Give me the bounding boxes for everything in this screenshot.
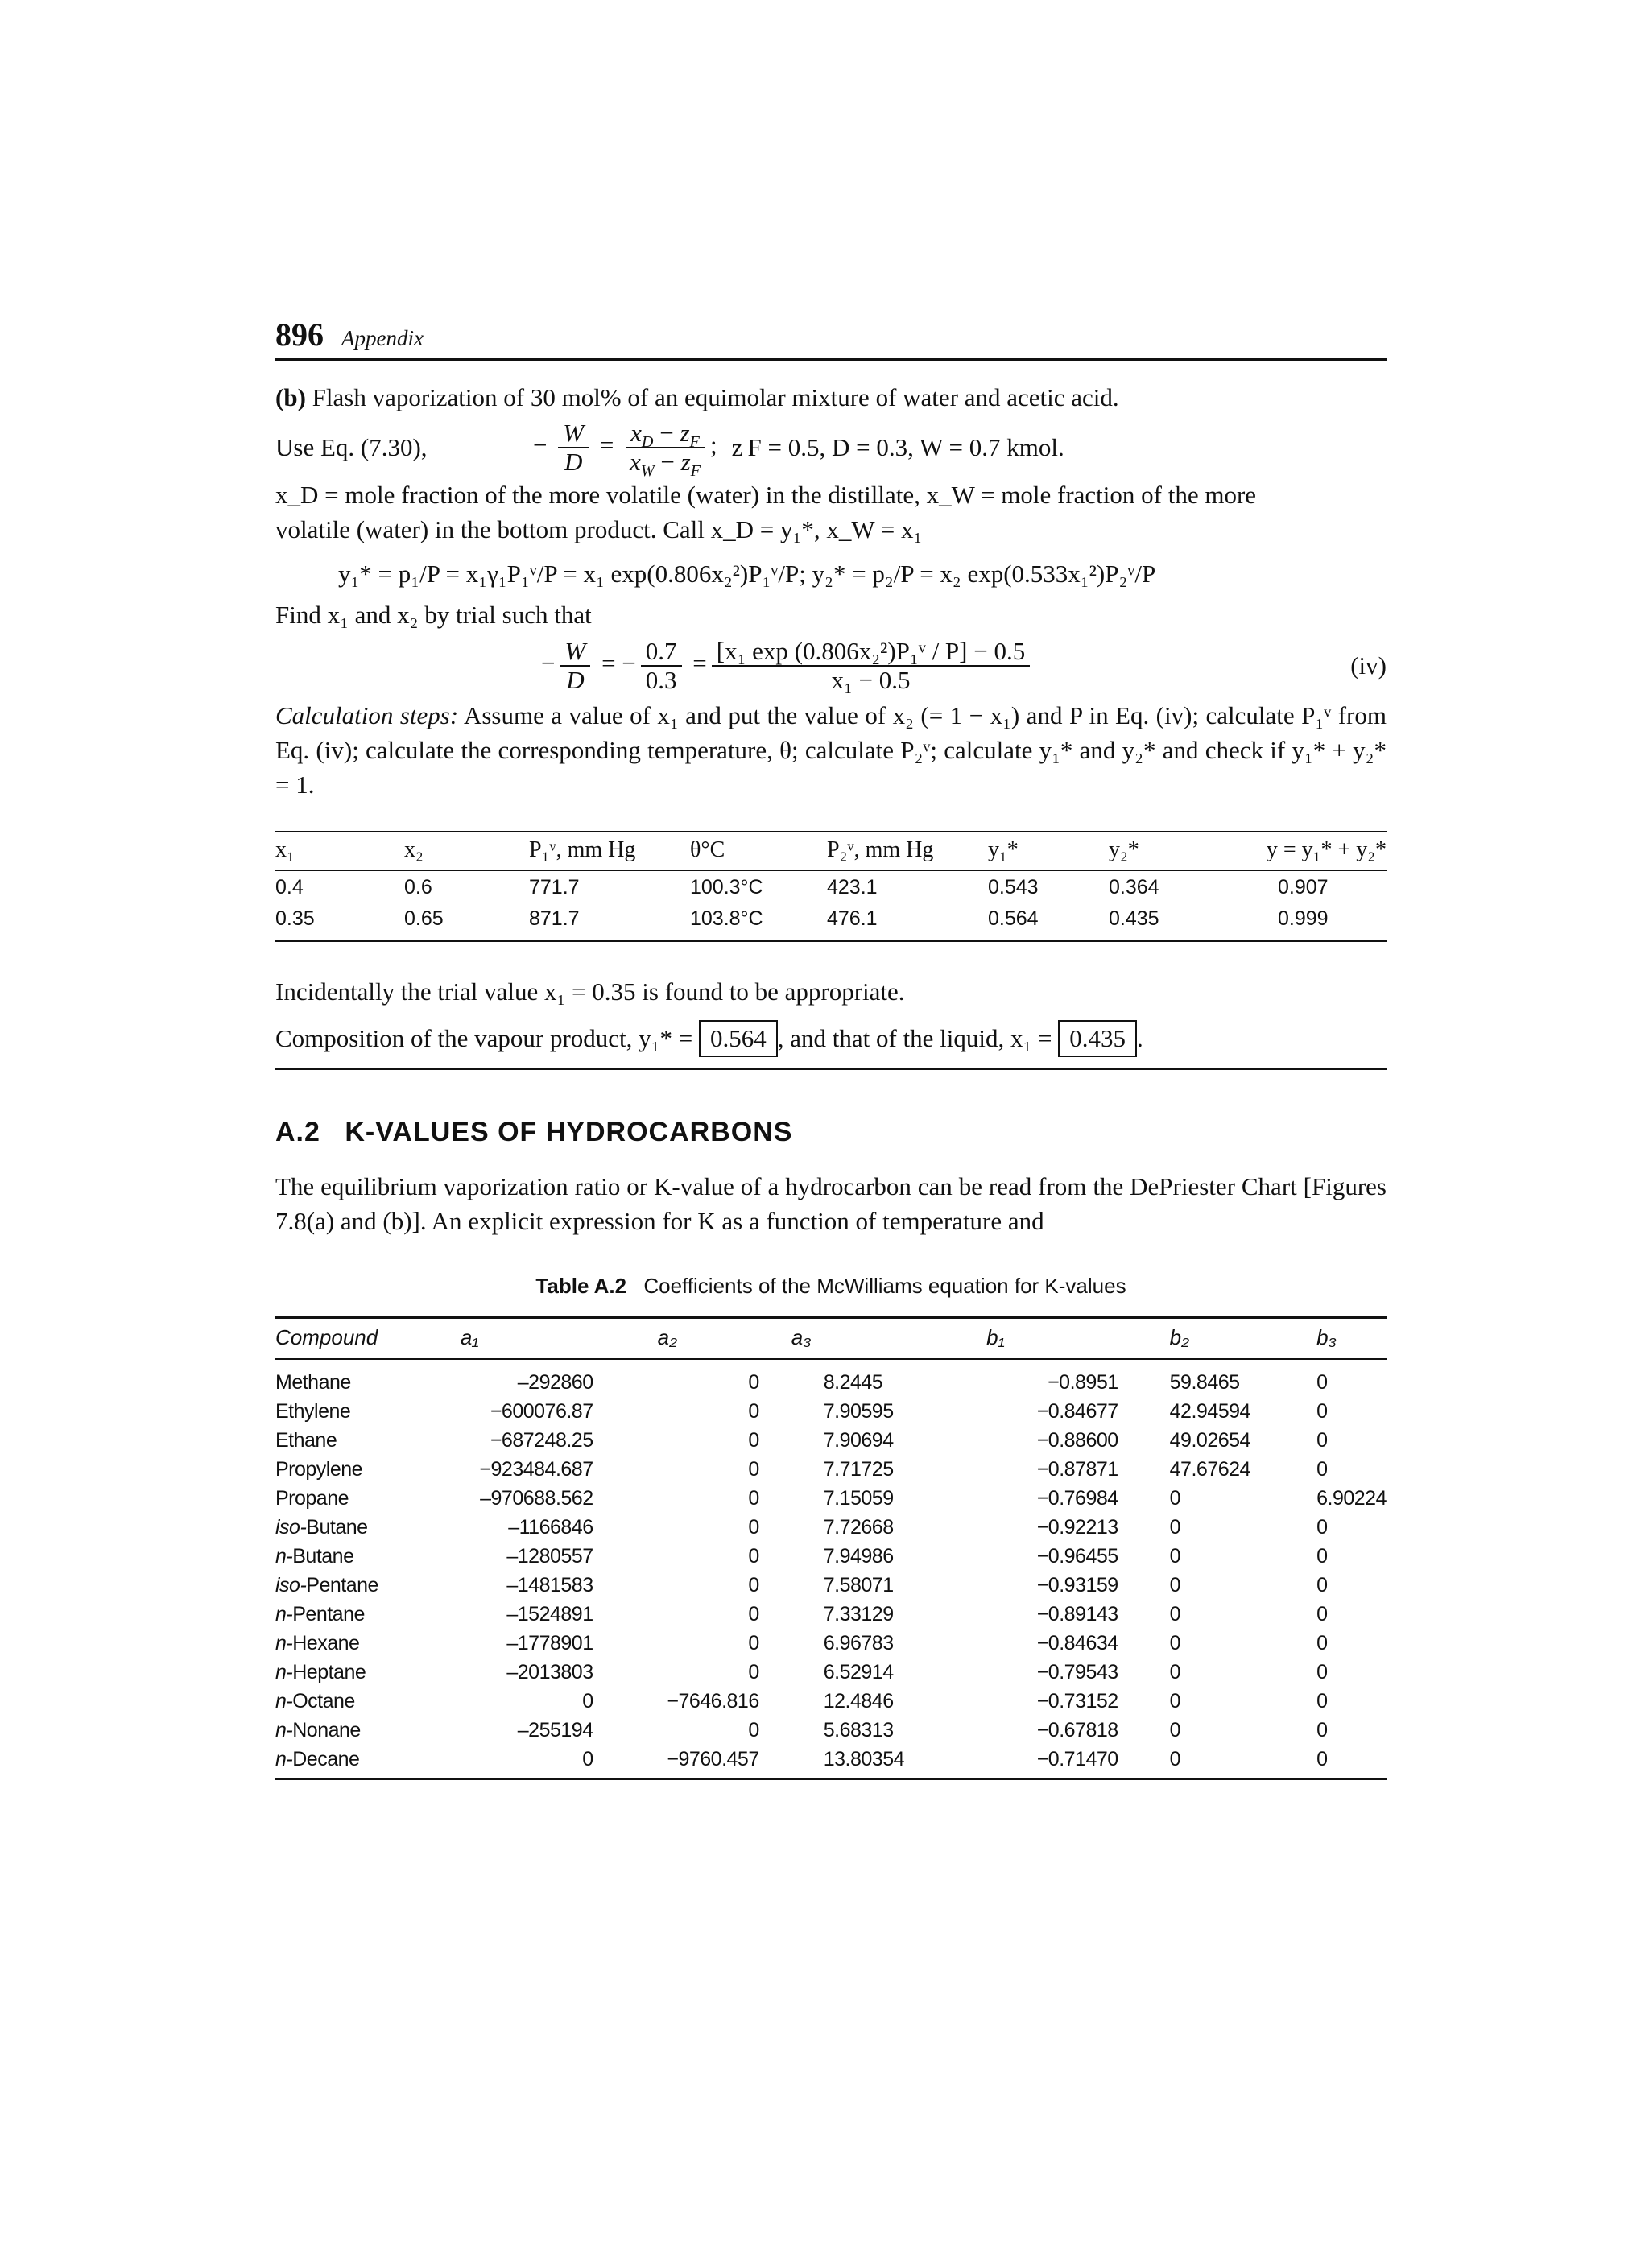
- table-cell: 0: [1316, 1429, 1328, 1452]
- table-row: [275, 1427, 1387, 1456]
- table-cell: 49.02654: [1169, 1429, 1250, 1452]
- table-cell: 0: [1316, 1458, 1328, 1481]
- table-cell: −0.84634: [1036, 1632, 1118, 1655]
- table-row: [275, 1630, 1387, 1659]
- table-cell: −0.76984: [1036, 1487, 1118, 1510]
- col-y2: y₂*: [1109, 832, 1230, 870]
- table-cell: 8.2445: [823, 1371, 883, 1394]
- table-cell: 100.3°C: [690, 876, 763, 899]
- table-row: [275, 1398, 1387, 1427]
- table-row: [275, 1514, 1387, 1543]
- definition-line-1: x_D = mole fraction of the more volatile (water) in the distillate, x_W = mole fraction of the more: [275, 481, 1257, 509]
- col-a2: a₂: [642, 1318, 791, 1360]
- table-cell: −0.88600: [1036, 1429, 1118, 1452]
- page: [275, 316, 1387, 1780]
- table-cell: −9760.457: [642, 1745, 791, 1779]
- page-header: [275, 316, 1387, 361]
- table-cell: 0: [1169, 1661, 1181, 1683]
- table-cell: 0: [1316, 1661, 1328, 1683]
- composition-end: .: [1137, 1024, 1143, 1052]
- compound-name: n-Heptane: [275, 1661, 366, 1683]
- table-cell: –970688.562: [480, 1487, 593, 1510]
- table-row: [275, 1485, 1387, 1514]
- table-cell: 6.52914: [823, 1661, 894, 1683]
- composition-middle: , and that of the liquid, x₁ =: [777, 1024, 1052, 1052]
- table-cell: −687248.25: [490, 1429, 593, 1452]
- col-b2: b₂: [1138, 1318, 1300, 1360]
- table-cell: 0: [748, 1603, 759, 1626]
- table-cell: 0: [748, 1371, 759, 1394]
- compound-name: n-Octane: [275, 1690, 355, 1712]
- table-cell: 0: [1169, 1603, 1181, 1626]
- compound-name: Propylene: [275, 1458, 363, 1481]
- table-cell: 59.8465: [1169, 1371, 1240, 1394]
- table-cell: 0.564: [988, 903, 1109, 941]
- compound-name: Ethane: [275, 1429, 337, 1452]
- table-cell: 47.67624: [1169, 1458, 1250, 1481]
- table-cell: 0.364: [1109, 876, 1159, 899]
- table-cell: 7.94986: [823, 1545, 894, 1568]
- compound-name: Ethylene: [275, 1400, 351, 1423]
- table-cell: 0: [1316, 1690, 1328, 1712]
- table-cell: 0: [1169, 1690, 1181, 1712]
- table-cell: −0.87871: [1036, 1458, 1118, 1481]
- table-cell: 5.68313: [823, 1719, 894, 1741]
- section-heading: [275, 1117, 1387, 1148]
- table-cell: −0.71470: [954, 1745, 1138, 1779]
- incidental-text: Incidentally the trial value x₁ = 0.35 is found to be appropriate.: [275, 977, 905, 1006]
- eq-iv-left: − $\frac{W}{D}$ = − $\frac{0.7}{0.3}$ =: [541, 637, 707, 694]
- part-b-title-line: [275, 380, 1387, 415]
- definitions: [275, 477, 1387, 547]
- table-a2-label: Table A.2: [535, 1274, 627, 1298]
- col-b1: b₁: [954, 1318, 1138, 1360]
- table-cell: 771.7: [529, 876, 580, 899]
- page-number: 896: [275, 316, 324, 353]
- col-a3: a₃: [791, 1318, 954, 1360]
- table-a2: [275, 1316, 1387, 1780]
- table-cell: 0: [1316, 1545, 1328, 1568]
- table-cell: 0: [748, 1545, 759, 1568]
- table-cell: 0: [1316, 1603, 1328, 1626]
- table-cell: 0: [1316, 1632, 1328, 1655]
- section-title: K-VALUES OF HYDROCARBONS: [345, 1117, 793, 1147]
- liquid-value-box: 0.435: [1058, 1020, 1137, 1057]
- table-row: [275, 1745, 1387, 1779]
- table-cell: −0.8951: [1048, 1371, 1118, 1394]
- table-cell: 0: [1316, 1574, 1328, 1597]
- table-cell: 0.4: [275, 876, 304, 899]
- table-cell: −600076.87: [490, 1400, 593, 1423]
- table-cell: 0: [1169, 1545, 1181, 1568]
- table-row: [275, 1601, 1387, 1630]
- composition-line: [275, 1020, 1387, 1068]
- col-compound: Compound: [275, 1318, 444, 1360]
- table-a2-caption-text: Coefficients of the McWilliams equation for K-values: [643, 1274, 1126, 1298]
- table-cell: 0: [748, 1632, 759, 1655]
- table-cell: 0: [1169, 1632, 1181, 1655]
- find-text: Find x₁ and x₂ by trial such that: [275, 601, 592, 629]
- equation-7-30: [275, 419, 1387, 481]
- table-cell: –255194: [517, 1719, 593, 1741]
- table-cell: −0.89143: [1036, 1603, 1118, 1626]
- table-cell: 7.72668: [823, 1516, 894, 1539]
- eq-iv-fraction: [712, 638, 1030, 694]
- table-cell: 13.80354: [791, 1745, 954, 1779]
- trial-table-header: [275, 832, 1387, 870]
- table-cell: 0: [748, 1429, 759, 1452]
- table-cell: 6.96783: [823, 1632, 894, 1655]
- table-cell: 7.90595: [823, 1400, 894, 1423]
- table-cell: 0: [1169, 1487, 1181, 1510]
- table-row: [275, 1659, 1387, 1688]
- definition-line-2: volatile (water) in the bottom product. Call x_D = y₁*, x_W = x₁: [275, 515, 923, 543]
- trial-table: [275, 831, 1387, 942]
- table-cell: 0: [582, 1690, 593, 1712]
- table-cell: 0.907: [1278, 876, 1329, 899]
- eq-minus-w-over-d: − $\frac{W}{D}$ = $\frac{x_D - z_F}{x_W - z_F}$ ;: [533, 419, 717, 481]
- section-divider: [275, 1068, 1387, 1070]
- table-row: [275, 1688, 1387, 1716]
- table-cell: –292860: [517, 1371, 593, 1394]
- col-ysum: y = y₁* + y₂*: [1230, 832, 1387, 870]
- table-cell: 7.58071: [823, 1574, 894, 1597]
- col-p1v: P₁ᵛ, mm Hg: [529, 832, 690, 870]
- col-x2: x₂: [404, 832, 529, 870]
- calc-label: Calculation steps:: [275, 701, 459, 729]
- table-cell: 7.15059: [823, 1487, 894, 1510]
- table-cell: 476.1: [827, 903, 988, 941]
- table-cell: 0: [1169, 1516, 1181, 1539]
- table-cell: 871.7: [529, 903, 690, 941]
- equation-y: y₁* = p₁/P = x₁γ₁P₁ᵛ/P = x₁ exp(0.806x₂²)P₁ᵛ/P; y₂* = p₂/P = x₂ exp(0.533x₁²)P₂ᵛ/P: [338, 560, 1156, 588]
- table-cell: 7.71725: [823, 1458, 894, 1481]
- table-cell: –2013803: [506, 1661, 593, 1683]
- table-cell: 0: [748, 1719, 759, 1741]
- table-cell: 6.90224: [1316, 1487, 1387, 1510]
- col-a1: a₁: [444, 1318, 642, 1360]
- table-cell: 0: [1316, 1516, 1328, 1539]
- table-cell: 7.90694: [823, 1429, 894, 1452]
- table-cell: 0.435: [1109, 903, 1230, 941]
- table-cell: −0.92213: [1036, 1516, 1118, 1539]
- eq-iv-numerator: [x₁ exp (0.806x₂²)P₁ᵛ / P] − 0.5: [712, 638, 1030, 667]
- table-cell: 7.33129: [823, 1603, 894, 1626]
- table-a2-caption: [275, 1274, 1387, 1299]
- table-cell: 0: [1169, 1574, 1181, 1597]
- table-cell: −923484.687: [479, 1458, 593, 1481]
- table-row: [275, 1716, 1387, 1745]
- table-cell: –1481583: [506, 1574, 593, 1597]
- table-cell: 0: [748, 1458, 759, 1481]
- table-cell: 0.6: [404, 876, 432, 899]
- table-cell: 103.8°C: [690, 903, 827, 941]
- table-cell: −0.67818: [1036, 1719, 1118, 1741]
- table-cell: 0: [1316, 1400, 1328, 1423]
- table-cell: 42.94594: [1169, 1400, 1250, 1423]
- col-p2v: P₂ᵛ, mm Hg: [827, 832, 988, 870]
- table-cell: −0.84677: [1036, 1400, 1118, 1423]
- part-b-title: Flash vaporization of 30 mol% of an equimolar mixture of water and acetic acid.: [312, 383, 1119, 411]
- compound-name: iso-Butane: [275, 1516, 368, 1539]
- table-cell: 0: [1316, 1371, 1328, 1394]
- table-cell: 0: [748, 1516, 759, 1539]
- table-a2-header: [275, 1318, 1387, 1360]
- compound-name: Propane: [275, 1487, 349, 1510]
- table-row: [275, 1359, 1387, 1398]
- table-cell: −0.96455: [1036, 1545, 1118, 1568]
- table-cell: 0.999: [1230, 903, 1387, 941]
- compound-name: n-Hexane: [275, 1632, 360, 1655]
- table-cell: 0: [748, 1487, 759, 1510]
- section-number: A.2: [275, 1117, 320, 1147]
- table-cell: −0.79543: [1036, 1661, 1118, 1683]
- table-row: [275, 903, 1387, 941]
- eq-iv-denominator: x₁ − 0.5: [831, 666, 911, 694]
- table-cell: −7646.816: [667, 1690, 759, 1712]
- table-row: [275, 870, 1387, 903]
- table-cell: 0: [1138, 1745, 1300, 1779]
- table-cell: –1524891: [506, 1603, 593, 1626]
- table-cell: 423.1: [827, 876, 878, 899]
- equation-iv: [275, 635, 1387, 696]
- table-cell: –1166846: [508, 1516, 593, 1539]
- table-cell: 12.4846: [823, 1690, 894, 1712]
- eq-iv-tag: (iv): [1350, 651, 1387, 680]
- compound-name: Methane: [275, 1371, 351, 1394]
- calculation-steps: [275, 698, 1387, 802]
- table-cell: 0.35: [275, 903, 404, 941]
- table-cell: −0.73152: [1036, 1690, 1118, 1712]
- compound-name: n-Nonane: [275, 1719, 361, 1741]
- table-row: [275, 1543, 1387, 1572]
- compound-name: iso-Pentane: [275, 1574, 378, 1597]
- calc-text: Assume a value of x₁ and put the value of x₂ (= 1 − x₁) and P in Eq. (iv); calculate P₁ᵛ from Eq. (iv); calculate the corresponding temperature, θ; calculate P₂ᵛ; calculate y₁* and y₂* and check if y₁* + y₂* = 1.: [275, 701, 1387, 799]
- section-text: The equilibrium vaporization ratio or K-value of a hydrocarbon can be read from the DePriester Chart [Figures 7.8(a) and (b)]. An explicit expression for K as a function of temperature and: [275, 1172, 1387, 1235]
- compound-name: n-Decane: [275, 1745, 444, 1779]
- table-cell: 0: [444, 1745, 642, 1779]
- table-cell: 0: [748, 1574, 759, 1597]
- table-cell: 0.65: [404, 903, 529, 941]
- col-y1: y₁*: [988, 832, 1109, 870]
- table-cell: 0.543: [988, 876, 1039, 899]
- table-row: [275, 1456, 1387, 1485]
- use-eq-label: Use Eq. (7.30),: [275, 433, 428, 461]
- col-b3: b₃: [1300, 1318, 1387, 1360]
- table-a2-body: [275, 1359, 1387, 1779]
- compound-name: n-Pentane: [275, 1603, 365, 1626]
- col-x1: x₁: [275, 832, 404, 870]
- table-cell: 0: [748, 1400, 759, 1423]
- compound-name: n-Butane: [275, 1545, 354, 1568]
- table-cell: –1280557: [506, 1545, 593, 1568]
- part-b-label: (b): [275, 383, 306, 411]
- given-values: z F = 0.5, D = 0.3, W = 0.7 kmol.: [731, 433, 1064, 461]
- table-cell: −0.93159: [1036, 1574, 1118, 1597]
- composition-prefix: Composition of the vapour product, y₁* =: [275, 1024, 693, 1052]
- table-cell: –1778901: [506, 1632, 593, 1655]
- vapour-value-box: 0.564: [699, 1020, 778, 1057]
- table-cell: 0: [1316, 1719, 1328, 1741]
- table-cell: 0: [1169, 1719, 1181, 1741]
- col-theta: θ°C: [690, 832, 827, 870]
- running-title: Appendix: [341, 326, 424, 350]
- table-cell: 0: [1300, 1745, 1387, 1779]
- table-cell: 0: [748, 1661, 759, 1683]
- table-row: [275, 1572, 1387, 1601]
